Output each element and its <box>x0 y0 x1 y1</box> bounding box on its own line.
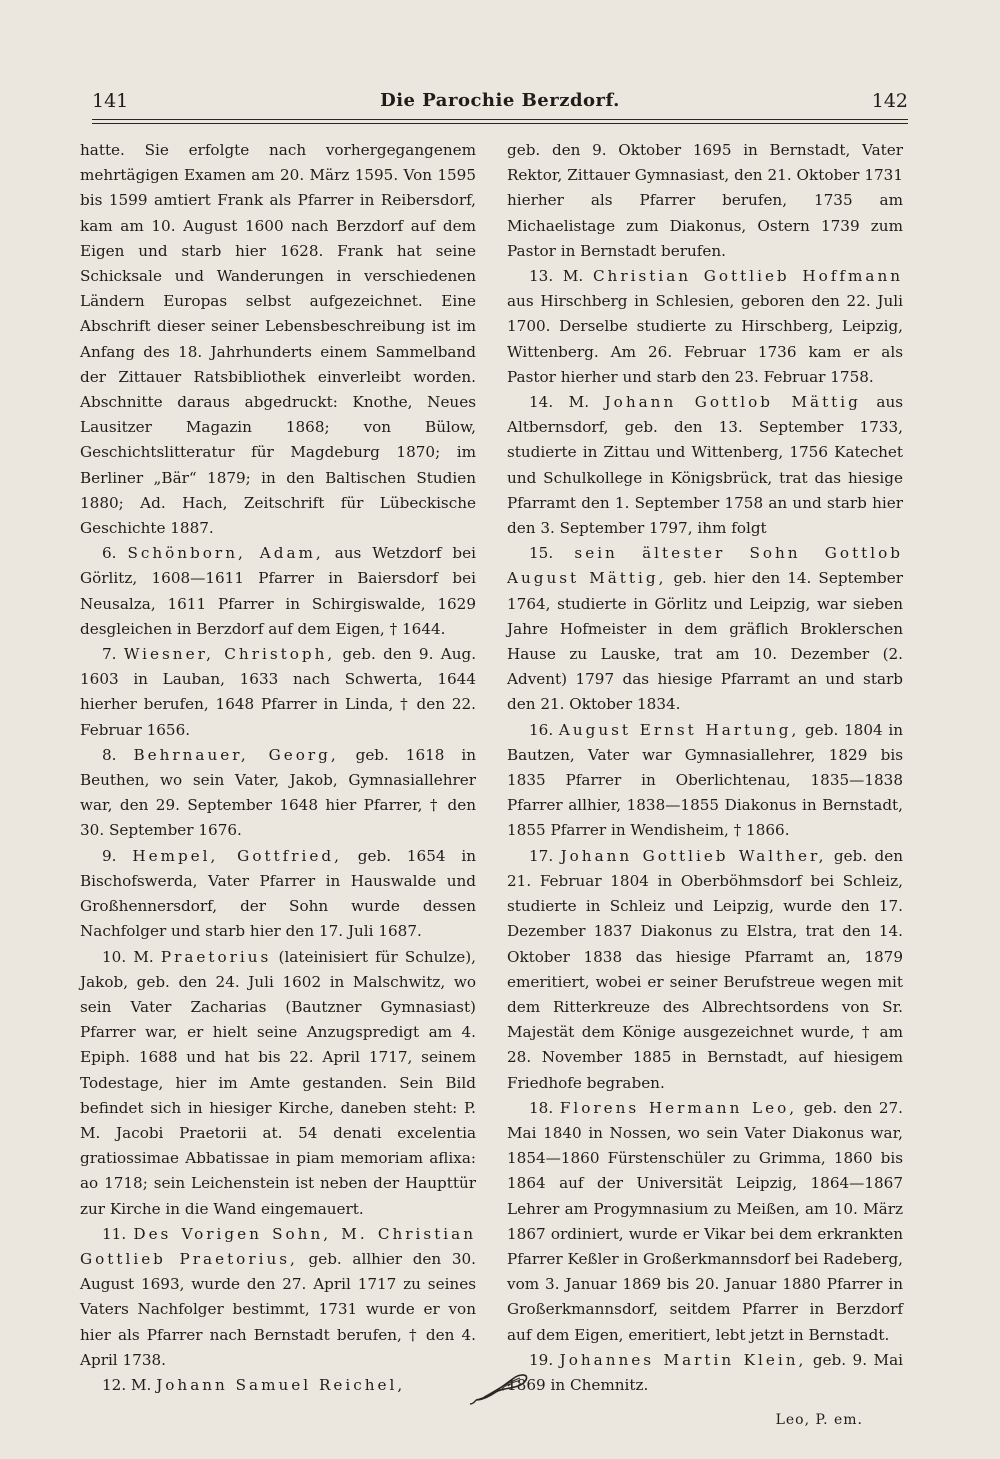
entry-name: Johann Gottlieb Walther, <box>560 846 827 865</box>
entry-paragraph <box>507 1096 903 1348</box>
entry-number: 18. <box>529 1098 554 1117</box>
entry-number: 6. <box>102 544 117 563</box>
entry-name: August Ernst Hartung, <box>558 720 800 739</box>
entry-text: geb. allhier den 30. August 1693, wurde den 27. April 1717 zu seines Vaters Nachfolger bestimmt, 1731 wurde er von hier als Pfarrer nach Bernstadt berufen, † den 4. April 1738. <box>80 1249 476 1369</box>
entry-name: Des Vorigen Sohn, M. Christian Gottlieb Praetorius, <box>80 1224 476 1268</box>
entry-number: 10. M. <box>102 947 154 966</box>
entry-number: 9. <box>102 846 117 865</box>
entry-name: Schönborn, Adam, <box>127 544 324 563</box>
entry-text: (lateinisiert für Schulze), Jakob, geb. den 24. Juli 1602 in Malschwitz, wo sein Vater Zacharias (Bautzner Gymnasiast) Pfarrer war, er hielt seine Anzugspredigt am 4. Epiph. 1688 und hat bis 22. April 1717, seinem Todestage, hier im Amte gestanden. Sein Bild befindet sich in hiesiger Kirche, daneben steht: P. M. Jacobi Praetorii at. 54 denati excelentia gratiossimae Abbatissae in piam memoriam aflixa: ao 1718; sein Leichenstein ist neben der Haupttür zur Kirche in die Wand eingemauert. <box>80 947 477 1218</box>
entry-name: Florens Hermann Leo, <box>559 1098 798 1117</box>
entry-text: geb. den 21. Februar 1804 in Oberböhmsdorf bei Schleiz, studierte in Schleiz und Leipzig, wurde den 17. Dezember 1837 Diakonus zu Elstra, trat den 14. Oktober 1838 das hiesige Pfarramt an, 1879 emeritiert, wobei er seiner Berufstreue wegen mit dem Ritterkreuze des Albrechtsordens von Sr. Majestät dem Könige ausgezeichnet wurde, † am 28. November 1885 in Bernstadt, auf hiesigem Friedhofe begraben. <box>507 846 904 1092</box>
signature: Leo, P. em. <box>775 1412 863 1429</box>
entry-paragraph <box>507 718 903 844</box>
fleuron-icon <box>470 1370 530 1406</box>
entry-text: geb. 9. Mai 1869 in Chemnitz. <box>507 1350 904 1394</box>
entry-number: 11. <box>102 1224 127 1243</box>
running-title: Die Parochie Berzdorf. <box>380 90 620 111</box>
entry-paragraph <box>80 642 476 743</box>
entry-number: 15. <box>529 544 554 563</box>
paragraph <box>507 138 903 264</box>
entry-paragraph <box>80 1222 476 1373</box>
entry-text: geb. 1654 in Bischofswerda, Vater Pfarrer in Hauswalde und Großhennersdorf, der Sohn wurde dessen Nachfolger und starb hier den 17. Juli 1687. <box>80 846 476 941</box>
entry-paragraph <box>80 945 476 1222</box>
left-column <box>80 138 476 1398</box>
entry-text: geb. 1804 in Bautzen, Vater war Gymnasiallehrer, 1829 bis 1835 Pfarrer in Oberlichtenau, 1835—1838 Pfarrer allhier, 1838—1855 Diakonus in Bernstadt, 1855 Pfarrer in Wendisheim, † 1866. <box>507 720 904 840</box>
entry-name: Johann Samuel Reichel, <box>156 1375 406 1394</box>
entry-text: aus Altbernsdorf, geb. den 13. September 1733, studierte in Zittau und Wittenberg, 1756 Katechet und Schulkollege in Königsbrück, trat das hiesige Pfarramt den 1. September 1758 an und starb hier den 3. September 1797, ihm folgt <box>507 393 904 538</box>
entry-paragraph <box>80 844 476 945</box>
entry-text: geb. den 27. Mai 1840 in Nossen, wo sein Vater Diakonus war, 1854—1860 Fürstenschüler zu Grimma, 1860 bis 1864 auf der Universität Leipzig, 1864—1867 Lehrer am Progymnasium zu Meißen, am 10. März 1867 ordiniert, wurde er Vikar bei dem erkrankten Pfarrer Keßler in Großerkmannsdorf bei Radeberg, vom 3. Januar 1869 bis 20. Januar 1880 Pfarrer in Großerkmannsdorf, seitdem Pfarrer in Berzdorf auf dem Eigen, emeritiert, lebt jetzt in Bernstadt. <box>507 1098 904 1344</box>
entry-name: Johannes Martin Klein, <box>559 1350 807 1369</box>
entry-number: 7. <box>102 645 117 664</box>
header-rule <box>92 119 908 120</box>
entry-paragraph <box>507 390 903 541</box>
entry-text: geb. hier den 14. September 1764, studierte in Görlitz und Leipzig, war sieben Jahre Hofmeister in dem gräflich Broklerschen Hause zu Lauske, trat am 10. Dezember (2. Advent) 1797 das hiesige Pfarramt an und starb den 21. Oktober 1834. <box>507 569 904 714</box>
entry-number: 8. <box>102 745 117 764</box>
paragraph-text: hatte. Sie erfolgte nach vorhergegangenem mehrtägigen Examen am 20. März 1595. Von 1595 bis 1599 amtiert Frank als Pfarrer in Reibersdorf, kam am 10. August 1600 nach Berzdorf auf dem Eigen und starb hier 1628. Frank hat seine Schicksale und Wanderungen in verschiedenen Ländern Europas selbst aufgezeichnet. Eine Abschrift dieser seiner Lebensbeschreibung ist im Anfang des 18. Jahrhunderts einem Sammelband der Zittauer Ratsbibliothek einverleibt worden. Abschnitte daraus abgedruckt: Knothe, Neues Lausitzer Magazin 1868; von Bülow, Geschichtslitteratur für Magdeburg 1870; im Berliner „Bär“ 1879; in den Baltischen Studien 1880; Ad. Hach, Zeitschrift für Lübeckische Geschichte 1887. <box>80 141 476 538</box>
entry-paragraph <box>507 844 903 1096</box>
entry-name: Christian Gottlieb Hoffmann <box>592 267 904 286</box>
entry-number: 16. <box>529 720 554 739</box>
entry-text: geb. 1618 in Beuthen, wo sein Vater, Jakob, Gymnasiallehrer war, den 29. September 1648 hier Pfarrer, † den 30. September 1676. <box>80 745 476 840</box>
paragraph-text: geb. den 9. Oktober 1695 in Bernstadt, Vater Rektor, Zittauer Gymnasiast, den 21. Oktober 1731 hierher als Pfarrer berufen, 1735 am Michaelistage zum Diakonus, Ostern 1739 zum Pastor in Bernstadt berufen. <box>507 141 903 260</box>
entry-paragraph <box>80 1373 476 1398</box>
entry-name: Wiesner, Christoph, <box>123 645 336 664</box>
paragraph <box>80 138 476 541</box>
entry-paragraph <box>507 1348 903 1398</box>
page-number-right: 142 <box>871 90 908 112</box>
page-header <box>92 90 908 124</box>
entry-name: Behrnauer, Georg, <box>133 745 339 764</box>
header-rule-thin <box>92 123 908 124</box>
entry-name: sein ältester Sohn Gottlob August Mättig, <box>507 544 904 588</box>
right-column <box>507 138 903 1433</box>
entry-number: 13. M. <box>529 267 584 286</box>
entry-number: 17. <box>529 846 554 865</box>
entry-text: geb. den 9. Aug. 1603 in Lauban, 1633 nach Schwerta, 1644 hierher berufen, 1648 Pfarrer in Linda, † den 22. Februar 1656. <box>80 645 477 739</box>
entry-paragraph <box>507 264 903 390</box>
entry-number: 14. M. <box>529 393 590 412</box>
entry-number: 12. M. <box>102 1375 152 1394</box>
entry-number: 19. <box>529 1350 554 1369</box>
entry-name: Johann Gottlob Mättig <box>604 393 861 412</box>
entry-name: Hempel, Gottfried, <box>132 846 342 865</box>
page-number-left: 141 <box>92 90 129 112</box>
entry-paragraph <box>80 541 476 642</box>
entry-paragraph <box>507 541 903 717</box>
entry-paragraph <box>80 743 476 844</box>
entry-text: aus Wetzdorf bei Görlitz, 1608—1611 Pfarrer in Baiersdorf bei Neusalza, 1611 Pfarrer in Schirgiswalde, 1629 desgleichen in Berzdorf auf dem Eigen, † 1644. <box>80 544 476 638</box>
entry-text: aus Hirschberg in Schlesien, geboren den 22. Juli 1700. Derselbe studierte zu Hirschberg, Leipzig, Wittenberg. Am 26. Februar 1736 kam er als Pastor hierher und starb den 23. Februar 1758. <box>507 292 903 386</box>
entry-name: Praetorius <box>160 947 272 966</box>
